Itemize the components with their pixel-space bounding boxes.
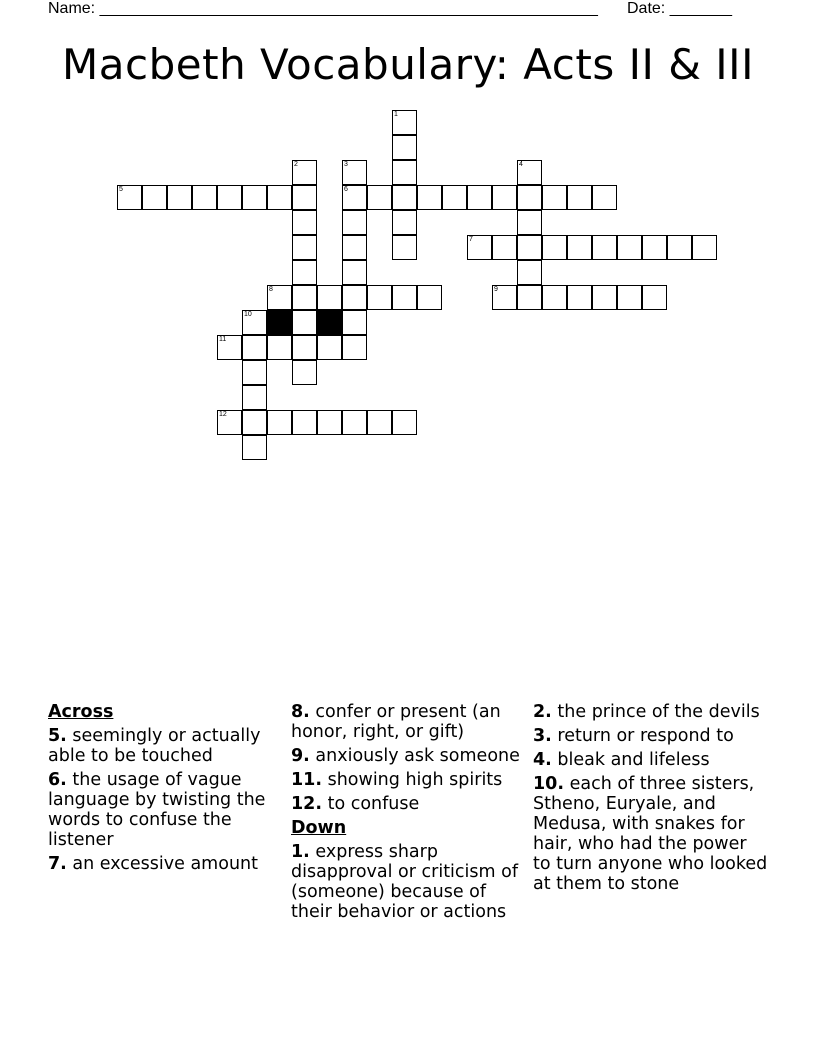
clue-text: seemingly or actually able to be touched bbox=[48, 726, 261, 766]
clue-across-5 bbox=[48, 726, 280, 766]
crossword-cell[interactable] bbox=[517, 260, 542, 285]
crossword-cell[interactable] bbox=[267, 285, 292, 310]
crossword-cell[interactable] bbox=[342, 185, 367, 210]
clue-number-label: 2 bbox=[294, 161, 298, 168]
crossword-cell[interactable] bbox=[292, 185, 317, 210]
clue-text: the usage of vague language by twisting the words to confuse the listener bbox=[48, 770, 266, 850]
clue-number: 6. bbox=[48, 770, 67, 790]
crossword-cell[interactable] bbox=[417, 185, 442, 210]
clue-text: bleak and lifeless bbox=[557, 750, 710, 770]
clue-text: express sharp disapproval or criticism of (someone) because of their behavior or actions bbox=[291, 842, 518, 922]
crossword-cell[interactable] bbox=[117, 185, 142, 210]
crossword-cell[interactable] bbox=[492, 235, 517, 260]
crossword-cell[interactable] bbox=[292, 285, 317, 310]
clue-number-label: 8 bbox=[269, 286, 273, 293]
crossword-cell[interactable] bbox=[392, 285, 417, 310]
clue-across-11 bbox=[291, 770, 523, 790]
crossword-cell[interactable] bbox=[217, 185, 242, 210]
crossword-cell[interactable] bbox=[392, 135, 417, 160]
crossword-cell[interactable] bbox=[267, 185, 292, 210]
clue-number: 12. bbox=[291, 794, 323, 814]
clue-text: return or respond to bbox=[557, 726, 734, 746]
clue-number-label: 6 bbox=[344, 186, 348, 193]
page-title: Macbeth Vocabulary: Acts II & III bbox=[62, 40, 754, 89]
crossword-cell[interactable] bbox=[517, 285, 542, 310]
clue-across-12 bbox=[291, 794, 523, 814]
crossword-cell[interactable] bbox=[617, 285, 642, 310]
crossword-cell[interactable] bbox=[242, 410, 267, 435]
clue-number: 5. bbox=[48, 726, 67, 746]
clue-text: an excessive amount bbox=[72, 854, 258, 874]
clues-column-2 bbox=[291, 702, 523, 926]
crossword-cell[interactable] bbox=[242, 335, 267, 360]
crossword-cell[interactable] bbox=[292, 335, 317, 360]
crossword-cell[interactable] bbox=[367, 185, 392, 210]
crossword-cell[interactable] bbox=[492, 285, 517, 310]
crossword-cell[interactable] bbox=[342, 310, 367, 335]
crossword-cell[interactable] bbox=[392, 410, 417, 435]
clue-number: 7. bbox=[48, 854, 67, 874]
crossword-cell[interactable] bbox=[242, 360, 267, 385]
crossword-cell[interactable] bbox=[417, 285, 442, 310]
crossword-cell[interactable] bbox=[642, 285, 667, 310]
clue-number-label: 9 bbox=[494, 286, 498, 293]
clue-text: confer or present (an honor, right, or gift) bbox=[291, 702, 501, 742]
crossword-grid bbox=[0, 0, 816, 480]
crossword-cell[interactable] bbox=[342, 410, 367, 435]
clue-down-2 bbox=[533, 702, 768, 722]
crossword-cell[interactable] bbox=[317, 410, 342, 435]
crossword-cell[interactable] bbox=[392, 110, 417, 135]
crossword-cell[interactable] bbox=[592, 235, 617, 260]
crossword-black-cell bbox=[317, 310, 342, 335]
clue-text: to confuse bbox=[327, 794, 420, 814]
clue-number: 4. bbox=[533, 750, 552, 770]
crossword-cell[interactable] bbox=[317, 335, 342, 360]
crossword-cell[interactable] bbox=[292, 410, 317, 435]
crossword-cell[interactable] bbox=[467, 185, 492, 210]
crossword-cell[interactable] bbox=[567, 285, 592, 310]
crossword-cell[interactable] bbox=[317, 285, 342, 310]
crossword-cell[interactable] bbox=[217, 335, 242, 360]
crossword-cell[interactable] bbox=[292, 210, 317, 235]
clue-number-label: 1 bbox=[394, 111, 398, 118]
crossword-cell[interactable] bbox=[167, 185, 192, 210]
crossword-cell[interactable] bbox=[592, 185, 617, 210]
crossword-cell[interactable] bbox=[667, 235, 692, 260]
crossword-cell[interactable] bbox=[217, 410, 242, 435]
crossword-cell[interactable] bbox=[292, 260, 317, 285]
crossword-cell[interactable] bbox=[142, 185, 167, 210]
clue-number-label: 11 bbox=[219, 336, 227, 343]
crossword-cell[interactable] bbox=[242, 435, 267, 460]
crossword-cell[interactable] bbox=[367, 410, 392, 435]
down-heading: Down bbox=[291, 818, 347, 838]
clue-number: 3. bbox=[533, 726, 552, 746]
crossword-cell[interactable] bbox=[292, 310, 317, 335]
crossword-cell[interactable] bbox=[342, 285, 367, 310]
clue-number-label: 12 bbox=[219, 411, 227, 418]
crossword-cell[interactable] bbox=[517, 160, 542, 185]
crossword-cell[interactable] bbox=[542, 185, 567, 210]
clue-number-label: 10 bbox=[244, 311, 252, 318]
clue-number-label: 3 bbox=[344, 161, 348, 168]
crossword-cell[interactable] bbox=[342, 260, 367, 285]
crossword-cell[interactable] bbox=[567, 235, 592, 260]
clues-column-1 bbox=[48, 702, 280, 878]
crossword-cell[interactable] bbox=[292, 160, 317, 185]
crossword-cell[interactable] bbox=[342, 160, 367, 185]
clue-down-1 bbox=[291, 842, 523, 922]
crossword-cell[interactable] bbox=[542, 235, 567, 260]
across-heading: Across bbox=[48, 702, 114, 722]
clue-across-9 bbox=[291, 746, 523, 766]
crossword-cell[interactable] bbox=[242, 310, 267, 335]
clues-column-3 bbox=[533, 702, 768, 898]
crossword-cell[interactable] bbox=[467, 235, 492, 260]
clue-number-label: 7 bbox=[469, 236, 473, 243]
crossword-cell[interactable] bbox=[292, 235, 317, 260]
crossword-cell[interactable] bbox=[267, 335, 292, 360]
clue-text: showing high spirits bbox=[327, 770, 503, 790]
crossword-cell[interactable] bbox=[567, 185, 592, 210]
clue-down-4 bbox=[533, 750, 768, 770]
crossword-cell[interactable] bbox=[242, 385, 267, 410]
crossword-cell[interactable] bbox=[542, 285, 567, 310]
crossword-black-cell bbox=[267, 310, 292, 335]
clue-number: 8. bbox=[291, 702, 310, 722]
crossword-cell[interactable] bbox=[242, 185, 267, 210]
crossword-cell[interactable] bbox=[292, 360, 317, 385]
crossword-cell[interactable] bbox=[342, 210, 367, 235]
clue-number: 2. bbox=[533, 702, 552, 722]
crossword-cell[interactable] bbox=[192, 185, 217, 210]
crossword-cell[interactable] bbox=[492, 185, 517, 210]
crossword-cell[interactable] bbox=[342, 235, 367, 260]
clue-text: the prince of the devils bbox=[557, 702, 760, 722]
crossword-cell[interactable] bbox=[517, 185, 542, 210]
crossword-cell[interactable] bbox=[517, 235, 542, 260]
clue-across-7 bbox=[48, 854, 280, 874]
clue-number: 11. bbox=[291, 770, 323, 790]
crossword-cell[interactable] bbox=[517, 210, 542, 235]
clue-number: 10. bbox=[533, 774, 565, 794]
clue-text: each of three sisters, Stheno, Euryale, and Medusa, with snakes for hair, who had the power to turn anyone who looked at them to stone bbox=[533, 774, 768, 894]
clue-number: 9. bbox=[291, 746, 310, 766]
crossword-cell[interactable] bbox=[617, 235, 642, 260]
crossword-cell[interactable] bbox=[267, 410, 292, 435]
clue-number: 1. bbox=[291, 842, 310, 862]
clue-across-6 bbox=[48, 770, 280, 850]
clue-number-label: 4 bbox=[519, 161, 523, 168]
clue-down-3 bbox=[533, 726, 768, 746]
crossword-cell[interactable] bbox=[692, 235, 717, 260]
clue-down-10 bbox=[533, 774, 768, 894]
crossword-cell[interactable] bbox=[392, 235, 417, 260]
crossword-cell[interactable] bbox=[342, 335, 367, 360]
clue-text: anxiously ask someone bbox=[315, 746, 520, 766]
crossword-cell[interactable] bbox=[392, 210, 417, 235]
crossword-cell[interactable] bbox=[392, 185, 417, 210]
clue-number-label: 5 bbox=[119, 186, 123, 193]
clue-across-8 bbox=[291, 702, 523, 742]
crossword-cell[interactable] bbox=[642, 235, 667, 260]
crossword-cell[interactable] bbox=[392, 160, 417, 185]
crossword-cell[interactable] bbox=[592, 285, 617, 310]
crossword-cell[interactable] bbox=[442, 185, 467, 210]
date-field-label: Date: _______ bbox=[627, 0, 732, 17]
crossword-cell[interactable] bbox=[367, 285, 392, 310]
name-field-label: Name: ________________________________________________________ bbox=[48, 0, 598, 17]
